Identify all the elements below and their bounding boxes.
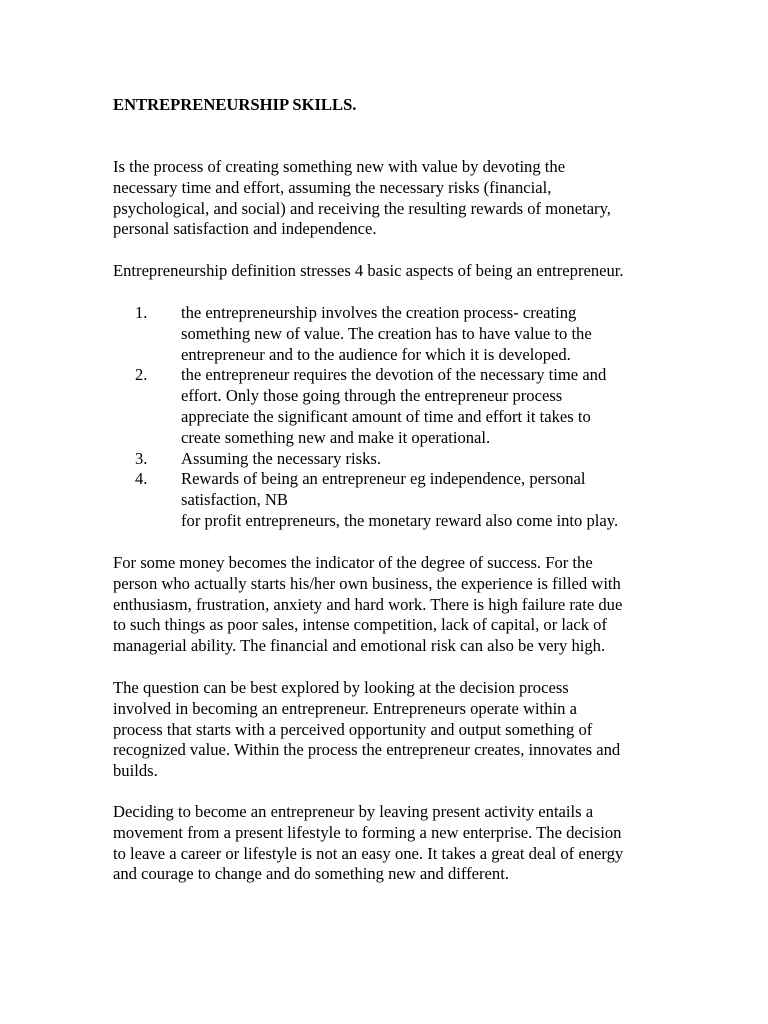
list-item xyxy=(113,365,673,448)
text-line: recognized value. Within the process the entrepreneur creates, innovates and xyxy=(113,740,621,760)
text-line: The question can be best explored by looking at the decision process xyxy=(113,678,569,697)
text-line: satisfaction, NB xyxy=(181,490,288,510)
text-line: something new of value. The creation has to have value to the xyxy=(181,323,592,343)
text-line: builds. xyxy=(113,761,158,781)
text-line: Assuming the necessary risks. xyxy=(181,448,382,468)
list-item xyxy=(113,303,673,365)
text-line: Entrepreneurship definition stresses 4 basic aspects of being an entrepreneur. xyxy=(113,261,624,280)
intro-paragraph xyxy=(113,157,673,240)
list-number: 2. xyxy=(135,365,148,385)
definition-paragraph xyxy=(113,261,673,282)
text-line: for profit entrepreneurs, the monetary reward also come into play. xyxy=(181,510,619,530)
text-line: the entrepreneur requires the devotion of the necessary time and xyxy=(181,365,607,385)
text-line: necessary time and effort, assuming the necessary risks (financial, xyxy=(113,177,552,197)
text-line: Rewards of being an entrepreneur eg independence, personal xyxy=(181,469,586,489)
decision-paragraph xyxy=(113,678,673,782)
text-line: to leave a career or lifestyle is not an easy one. It takes a great deal of energy xyxy=(113,843,624,863)
text-line: managerial ability. The financial and emotional risk can also be very high. xyxy=(113,636,606,656)
text-line: appreciate the significant amount of time and effort it takes to xyxy=(181,406,591,426)
text-line: entrepreneur and to the audience for which it is developed. xyxy=(181,344,571,364)
text-line: process that starts with a perceived opportunity and output something of xyxy=(113,719,593,739)
list-item xyxy=(113,449,673,470)
text-line: psychological, and social) and receiving the resulting rewards of monetary, xyxy=(113,198,611,218)
text-line: to such things as poor sales, intense competition, lack of capital, or lack of xyxy=(113,615,607,635)
text-line: movement from a present lifestyle to forming a new enterprise. The decision xyxy=(113,822,622,842)
success-paragraph xyxy=(113,553,673,657)
text-line: and courage to change and do something new and different. xyxy=(113,864,509,884)
text-line: Deciding to become an entrepreneur by leaving present activity entails a xyxy=(113,802,594,821)
aspects-list xyxy=(113,303,673,532)
list-number: 3. xyxy=(135,448,148,468)
document-title: ENTREPRENEURSHIP SKILLS. xyxy=(113,95,357,114)
text-line: person who actually starts his/her own business, the experience is filled with xyxy=(113,573,621,593)
text-line: enthusiasm, frustration, anxiety and hard work. There is high failure rate due xyxy=(113,594,623,614)
text-line: For some money becomes the indicator of the degree of success. For the xyxy=(113,553,593,572)
text-line: involved in becoming an entrepreneur. Entrepreneurs operate within a xyxy=(113,698,577,718)
list-number: 4. xyxy=(135,469,148,489)
text-line: effort. Only those going through the entrepreneur process xyxy=(181,386,563,406)
text-line: personal satisfaction and independence. xyxy=(113,219,377,239)
lifestyle-paragraph xyxy=(113,802,673,885)
text-line: Is the process of creating something new with value by devoting the xyxy=(113,157,566,176)
text-line: the entrepreneurship involves the creation process- creating xyxy=(181,303,577,322)
list-number: 1. xyxy=(135,303,148,322)
list-item xyxy=(113,469,673,531)
text-line: create something new and make it operational. xyxy=(181,427,491,447)
